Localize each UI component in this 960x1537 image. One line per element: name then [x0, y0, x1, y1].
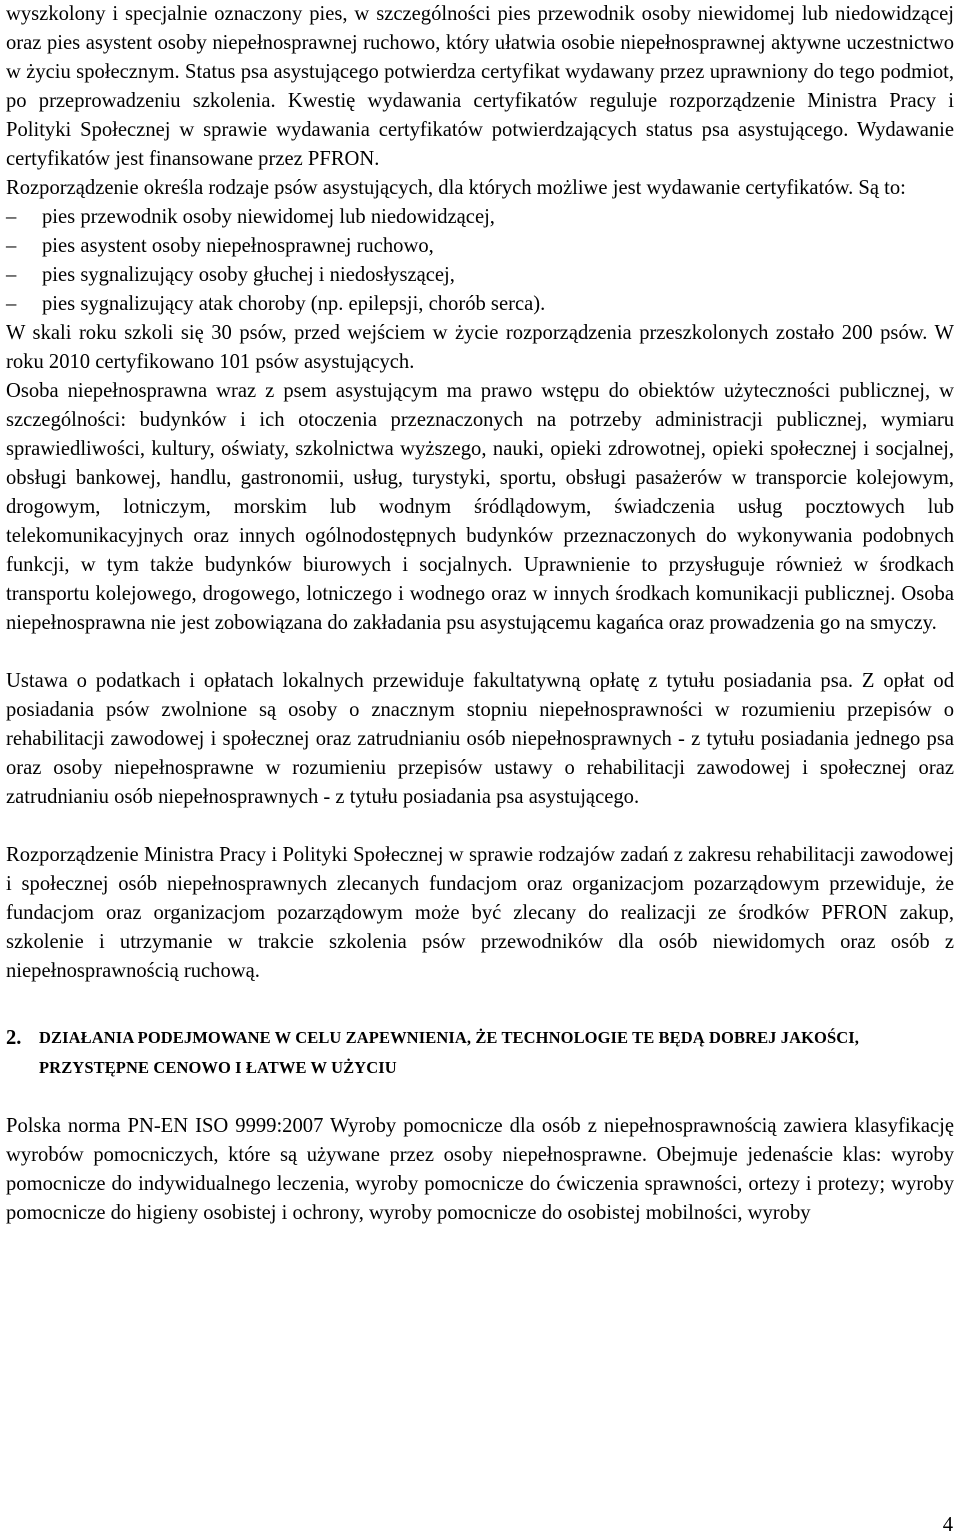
- list-item: [6, 261, 954, 290]
- list-item-text: pies asystent osoby niepełnosprawnej ruchowo,: [42, 235, 434, 257]
- list-item: [6, 232, 954, 261]
- page-number: 4: [942, 1514, 953, 1536]
- paragraph-regulation-tasks: Rozporządzenie Ministra Pracy i Polityki Społecznej w sprawie rodzajów zadań z zakresu rehabilitacji zawodowej i społecznej osób niepełnosprawnych zlecanych fundacjom oraz organizacjom pozarządowym przewiduje, że fundacjom oraz organizacjom pozarządowym może być zlecany do realizacji ze środków PFRON zakup, szkolenie i utrzymanie w trakcie szkolenia psów przewodników dla osób niewidomych oraz osób z niepełnosprawnością ruchową.: [6, 844, 954, 982]
- dash-bullet: –: [6, 293, 17, 315]
- document-page: [6, 0, 954, 1228]
- section-title: DZIAŁANIA PODEJMOWANE W CELU ZAPEWNIENIA, ŻE TECHNOLOGIE TE BĘDĄ DOBREJ JAKOŚCI, PRZYSTĘPNE CENOWO I ŁATWE W UŻYCIU: [39, 1028, 860, 1077]
- list-item-text: pies sygnalizujący osoby głuchej i niedosłyszącej,: [42, 264, 455, 286]
- section-heading: [6, 1023, 954, 1083]
- paragraph-spacer: [6, 638, 954, 667]
- dash-bullet: –: [6, 206, 17, 228]
- paragraph-assistance-dog-definition: wyszkolony i specjalnie oznaczony pies, w szczególności pies przewodnik osoby niewidomej lub niedowidzącej oraz pies asystent osoby niepełnosprawnej ruchowo, który ułatwia osobie niepełnosprawnej aktywne uczestnictwo w życiu społecznym. Status psa asystującego potwierdza certyfikat wydawany przez uprawniony do tego podmiot, po przeprowadzeniu szkolenia. Kwestię wydawania certyfikatów reguluje rozporządzenie Ministra Pracy i Polityki Społecznej w sprawie wydawania certyfikatów potwierdzających status psa asystującego. Wydawanie certyfikatów jest finansowane przez PFRON.: [6, 3, 954, 170]
- section-number: 2.: [6, 1027, 22, 1049]
- paragraph-access-rights: Osoba niepełnosprawna wraz z psem asystującym ma prawo wstępu do obiektów użyteczności publicznej, w szczególności: budynków i ich otoczenia przeznaczonych na potrzeby administracji publicznej, wymiaru sprawiedliwości, kultury, oświaty, szkolnictwa wyższego, nauki, opieki zdrowotnej, opieki społecznej i socjalnej, obsługi bankowej, handlu, gastronomii, usług, turystyki, sportu, obsługi pasażerów w transporcie kolejowym, drogowym, lotniczym, morskim lub wodnym śródlądowym, świadczenia usług pocztowych lub telekomunikacyjnych oraz innych ogólnodostępnych budynków przeznaczonych do wykonywania podobnych funkcji, w tym także budynków biurowych i socjalnych. Uprawnienie to przysługuje również w środkach transportu kolejowego, drogowego, lotniczego i wodnego oraz w innych środkach komunikacji publicznej. Osoba niepełnosprawna nie jest zobowiązana do zakładania psu asystującemu kagańca oraz prowadzenia go na smyczy.: [6, 380, 954, 634]
- list-item: [6, 203, 954, 232]
- paragraph-training-statistics: W skali roku szkoli się 30 psów, przed wejściem w życie rozporządzenia przeszkolonych zostało 200 psów. W roku 2010 certyfikowano 101 psów asystujących.: [6, 322, 954, 373]
- list-item-text: pies przewodnik osoby niewidomej lub niedowidzącej,: [42, 206, 495, 228]
- dog-types-list: [6, 203, 954, 319]
- dash-bullet: –: [6, 235, 17, 257]
- paragraph-spacer: [6, 812, 954, 841]
- paragraph-spacer: [6, 1083, 954, 1112]
- paragraph-iso-standard: Polska norma PN-EN ISO 9999:2007 Wyroby pomocnicze dla osób z niepełnosprawnością zawiera klasyfikację wyrobów pomocniczych, które są używane przez osoby niepełnosprawne. Obejmuje jedenaście klas: wyroby pomocnicze do indywidualnego leczenia, wyroby pomocnicze do ćwiczenia sprawności, ortezy i protezy; wyroby pomocnicze do higieny osobistej i ochrony, wyroby pomocnicze do osobistej mobilności, wyroby: [6, 1115, 954, 1224]
- paragraph-local-tax: Ustawa o podatkach i opłatach lokalnych przewiduje fakultatywną opłatę z tytułu posiadania psa. Z opłat od posiadania psów zwolnione są osoby o znacznym stopniu niepełnosprawności w rozumieniu przepisów o rehabilitacji zawodowej i społecznej oraz zatrudnianiu osób niepełnosprawnych - z tytułu posiadania jednego psa oraz osoby niepełnosprawne w rozumieniu przepisów ustawy o rehabilitacji zawodowej i społecznej oraz zatrudnianiu osób niepełnosprawnych - z tytułu posiadania psa asystującego.: [6, 670, 954, 808]
- paragraph-spacer: [6, 986, 954, 1023]
- paragraph-dog-types-intro: Rozporządzenie określa rodzaje psów asystujących, dla których możliwe jest wydawanie certyfikatów. Są to:: [6, 177, 906, 199]
- list-item-text: pies sygnalizujący atak choroby (np. epilepsji, chorób serca).: [42, 293, 546, 315]
- dash-bullet: –: [6, 264, 17, 286]
- list-item: [6, 290, 954, 319]
